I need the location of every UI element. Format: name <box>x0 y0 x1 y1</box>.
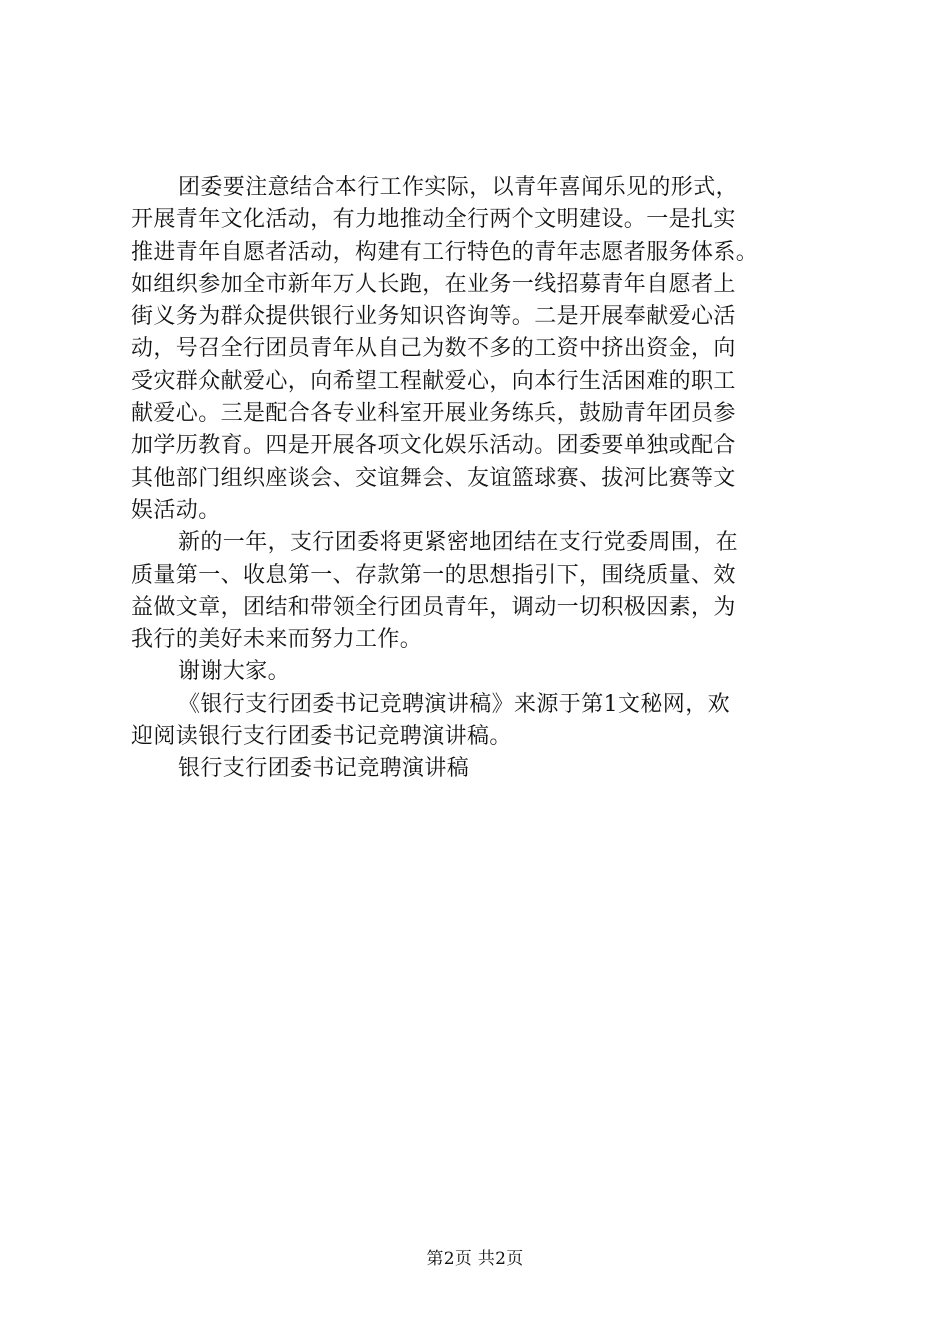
text-line: 银行支行团委书记竞聘演讲稿 <box>178 756 470 782</box>
text-line: 受灾群众献爱心，向希望工程献爱心，向本行生活困难的职工 <box>131 368 736 394</box>
paragraph-new-year <box>131 527 831 656</box>
text-line: 开展青年文化活动，有力地推动全行两个文明建设。一是扎实 <box>131 207 736 233</box>
text-line: 其他部门组织座谈会、交谊舞会、友谊篮球赛、拔河比赛等文 <box>131 465 736 491</box>
text-line: 娱活动。 <box>131 497 221 523</box>
text-line: 益做文章，团结和带领全行团员青年，调动一切积极因素，为 <box>131 594 736 620</box>
text-line: 我行的美好未来而努力工作。 <box>131 627 423 653</box>
text-line: 《银行支行团委书记竞聘演讲稿》来源于第1文秘网，欢 <box>178 691 730 717</box>
text-line: 迎阅读银行支行团委书记竞聘演讲稿。 <box>131 724 512 750</box>
text-line: 献爱心。三是配合各专业科室开展业务练兵，鼓励青年团员参 <box>131 401 736 427</box>
paragraph-thanks <box>131 656 831 688</box>
text-line: 推进青年自愿者活动，构建有工行特色的青年志愿者服务体系。 <box>131 239 759 265</box>
paragraph-source-note <box>131 689 831 754</box>
text-line: 如组织参加全市新年万人长跑，在业务一线招募青年自愿者上 <box>131 271 736 297</box>
paragraph-title-repeat <box>131 753 831 785</box>
text-line: 谢谢大家。 <box>178 659 291 685</box>
text-line: 动，号召全行团员青年从自己为数不多的工资中挤出资金，向 <box>131 336 736 362</box>
text-line: 街义务为群众提供银行业务知识咨询等。二是开展奉献爱心活 <box>131 304 736 330</box>
paragraph-activities <box>131 172 831 527</box>
text-line: 团委要注意结合本行工作实际，以青年喜闻乐见的形式， <box>178 175 739 200</box>
text-line: 新的一年，支行团委将更紧密地团结在支行党委周围，在 <box>178 530 739 556</box>
text-line: 加学历教育。四是开展各项文化娱乐活动。团委要单独或配合 <box>131 433 736 459</box>
document-body <box>131 172 831 786</box>
page-number-footer: 第2页 共2页 <box>426 1249 524 1269</box>
text-line: 质量第一、收息第一、存款第一的思想指引下，围绕质量、效 <box>131 562 736 588</box>
